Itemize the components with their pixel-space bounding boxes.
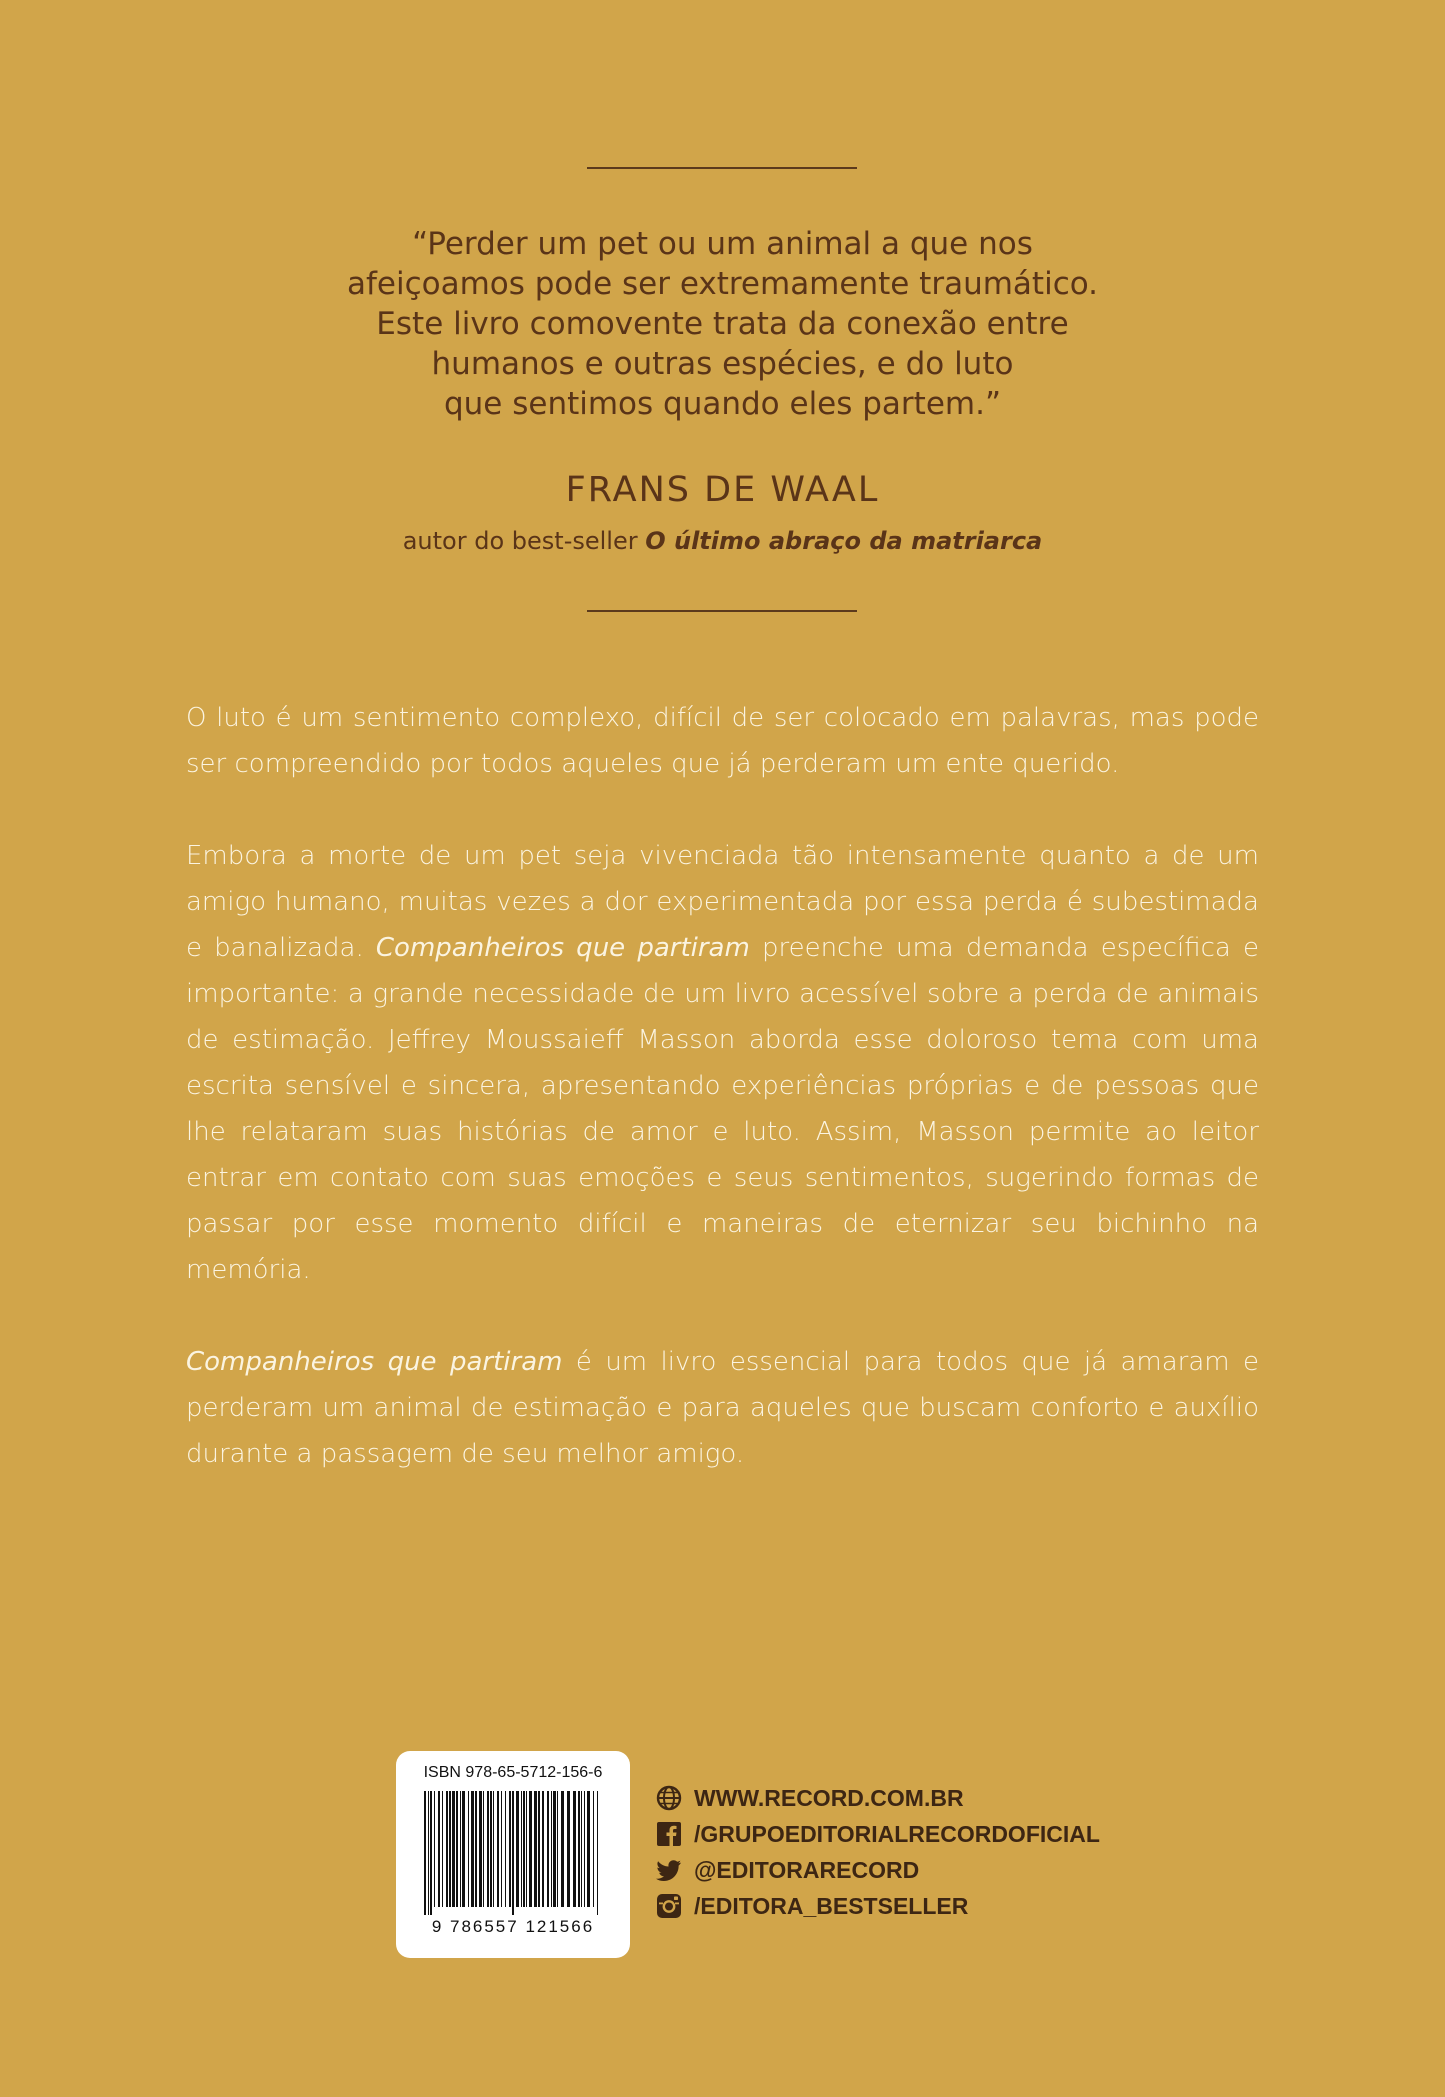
link-text: /EDITORA_BESTSELLER xyxy=(694,1892,969,1919)
description-text: Embora a morte de um pet seja vivenciada tão intensamente quanto a de um amigo humano, muitas vezes a dor experimentada por essa perda é subestimada e banalizada. xyxy=(186,841,1259,963)
author-credit-prefix: autor do best-seller xyxy=(402,527,638,555)
twitter-icon xyxy=(656,1857,682,1883)
quote-author: FRANS DE WAAL xyxy=(565,470,880,510)
book-description xyxy=(186,695,1259,1523)
barcode-digits: 9 786557 121566 xyxy=(431,1917,595,1936)
link-text: WWW.RECORD.COM.BR xyxy=(694,1784,964,1811)
description-paragraph: O luto é um sentimento complexo, difícil de ser colocado em palavras, mas pode ser compreendido por todos aqueles que já perderam um ente querido. xyxy=(186,703,1259,779)
quote-line: Este livro comovente trata da conexão entre xyxy=(376,306,1069,342)
link-text: /GRUPOEDITORIALRECORDOFICIAL xyxy=(694,1820,1100,1847)
publisher-links xyxy=(656,1780,1100,1924)
quote-line: “Perder um pet ou um animal a que nos xyxy=(412,226,1033,262)
blurb-quote xyxy=(230,224,1215,424)
description-text: é um livro essencial para todos que já amaram e perderam um animal de estimação e para aqueles que buscam conforto e auxílio durante a passagem de seu melhor amigo. xyxy=(186,1347,1260,1469)
description-paragraph xyxy=(186,833,1259,1293)
instagram-link[interactable] xyxy=(656,1888,1100,1924)
isbn-label: ISBN 978-65-5712-156-6 xyxy=(423,1764,603,1781)
instagram-icon xyxy=(656,1893,682,1919)
quote-line: afeiçoamos pode ser extremamente traumático. xyxy=(346,266,1099,302)
isbn-barcode-panel xyxy=(396,1751,630,1958)
bottom-divider xyxy=(587,610,857,612)
globe-icon xyxy=(656,1785,682,1811)
website-link[interactable] xyxy=(656,1780,1100,1816)
twitter-link[interactable] xyxy=(656,1852,1100,1888)
book-title: Companheiros que partiram xyxy=(186,1347,563,1377)
author-credit-book: O último abraço da matriarca xyxy=(645,527,1043,555)
top-divider xyxy=(587,167,857,169)
quote-line: humanos e outras espécies, e do luto xyxy=(431,346,1014,382)
facebook-icon xyxy=(656,1821,682,1847)
link-text: @EDITORARECORD xyxy=(694,1856,920,1883)
barcode xyxy=(422,1791,604,1915)
description-paragraph xyxy=(186,1339,1259,1477)
author-credit xyxy=(0,527,1445,555)
book-title: Companheiros que partiram xyxy=(375,933,750,963)
quote-line: que sentimos quando eles partem.” xyxy=(443,386,1002,422)
description-text: preenche uma demanda específica e importante: a grande necessidade de um livro acessível sobre a perda de animais de estimação. Jeffrey Moussaieff Masson aborda esse doloroso tema com uma escrita sensível e sincera, apresentando experiências próprias e de pessoas que lhe relataram suas histórias de amor e luto. Assim, Masson permite ao leitor entrar em contato com suas emoções e seus sentimentos, sugerindo formas de passar por esse momento difícil e maneiras de eternizar seu bichinho na memória. xyxy=(186,933,1260,1285)
facebook-link[interactable] xyxy=(656,1816,1100,1852)
